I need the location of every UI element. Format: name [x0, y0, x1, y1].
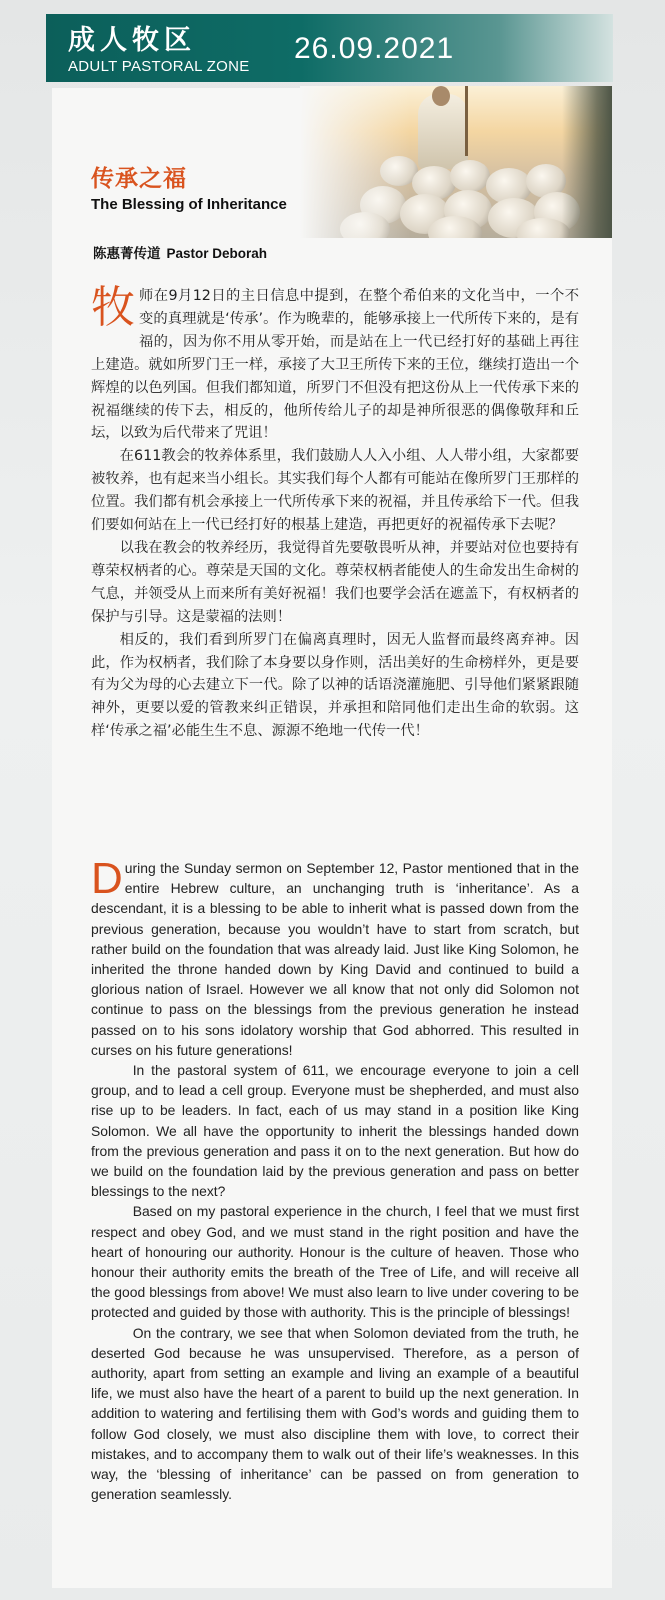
zone-title-cn: 成人牧区 — [68, 25, 196, 56]
issue-date: 26.09.2021 — [294, 32, 455, 65]
shepherd-illustration — [300, 86, 612, 238]
cn-paragraph: 相反的，我们看到所罗门在偏离真理时，因无人监督而最终离弃神。因此，作为权柄者，我们除了本身要以身作则，活出美好的生命榜样外，更是要有为父为母的心去建立下一代。除了以神的话语浇灌施肥、引导他们紧紧跟随神外，更要以爱的管教来纠正错误，并承担和陪同他们走出生命的软弱。这样‘传承之福’必能生生不息、源源不绝地一代传一代！ — [91, 631, 579, 740]
en-paragraph: Based on my pastoral experience in the church, I feel that we must first respect and obey God, and we must stand in the right position and have the heart of honouring our authority. Honour is the culture of heaven. Those who honour their authority emits the breath of the Tree of Life, and will receive all the good blessings from above! We must also learn to live under covering to be protected and guided by those with authority. This is the principle of blessings! — [91, 1203, 579, 1321]
cn-drop-cap: 牧 — [91, 282, 135, 333]
author-byline — [93, 242, 267, 262]
en-paragraph-text: uring the Sunday sermon on September 12, Pastor mentioned that in the entire Hebrew culture, an unchanging truth is ‘inheritance’. As a descendant, it is a blessing to be able to inherit what is passed down from the previous generation, because you wouldn’t have to start from scratch, but rather build on the foundation that was already laid. Just like King Solomon, he inherited the throne handed down by King David and continued to build a glorious nation of Israel. However we all know that not only did Solomon not continue to pass on the blessings from the previous generation he instead passed on to his sons idolatory worship that God abhorred. This resulted in curses on his future generations! — [91, 860, 579, 1058]
image-fade — [300, 86, 410, 238]
article-title-en: The Blessing of Inheritance — [91, 196, 287, 213]
cn-paragraph — [91, 282, 579, 445]
section-header-bar — [46, 14, 613, 82]
english-article-body — [91, 854, 579, 1505]
cn-paragraph: 以我在教会的牧养经历，我觉得首先要敬畏听从神，并要站对位也要持有尊荣权柄者的心。尊荣是天国的文化。尊荣权柄者能使人的生命发出生命树的气息，并领受从上而来所有美好祝福！我们也要学会活在遮盖下，有权柄者的保护与引导。这是蒙福的法则！ — [91, 539, 579, 625]
chinese-article-body — [91, 282, 579, 743]
sheep — [450, 160, 490, 192]
en-paragraph: In the pastoral system of 611, we encourage everyone to join a cell group, and to lead a cell group. Everyone must be shepherded, and must also rise up to be leaders. In fact, each of us may stand in a position like King Solomon. We all have the opportunity to inherit the blessings handed down from the previous generation and pass it on to the next generation. But how do we build on the foundation laid by the previous generation and pass on better blessings to the next? — [91, 1062, 579, 1200]
shepherd-head — [432, 86, 450, 106]
shepherd-staff — [465, 86, 468, 156]
cn-paragraph-text: 师在9月12日的主日信息中提到，在整个希伯来的文化当中，一个不变的真理就是‘传承’。作为晚辈的，能够承接上一代所传下来的，是有福的，因为你不用从零开始，而是站在上一代已经打好的基础上再往上建造。就如所罗门王一样，承接了大卫王所传下来的王位，继续打造出一个辉煌的以色列国。但我们都知道，所罗门不但没有把这份从上一代传承下来的祝福继续的传下去，相反的，他所传给儿子的却是神所很恶的偶像敬拜和丘坛，以致为后代带来了咒诅！ — [91, 288, 579, 442]
author-name-cn: 陈惠菁传道 — [93, 246, 161, 261]
tree-trunk — [562, 86, 612, 238]
en-drop-cap: D — [91, 854, 123, 903]
zone-title-en: ADULT PASTORAL ZONE — [68, 58, 250, 75]
cn-paragraph: 在611教会的牧养体系里，我们鼓励人人入小组、人人带小组，大家都要被牧养，也有起来当小组长。其实我们每个人都有可能站在像所罗门王那样的位置。我们都有机会承接上一代所传承下来的祝福，并且传承给下一代。但我们要如何站在上一代已经打好的根基上建造，再把更好的祝福传承下去呢？ — [91, 448, 579, 534]
en-paragraph — [91, 854, 579, 1060]
author-name-en: Pastor Deborah — [166, 246, 268, 261]
article-title-cn: 传承之福 — [91, 166, 187, 192]
en-paragraph: On the contrary, we see that when Solomon deviated from the truth, he deserted God because he was unsupervised. Therefore, as a person of authority, apart from setting an example and living an example of a beautiful life, we must also have the heart of a parent to build up the next generation. In addition to watering and fertilising them with God’s words and guiding them to follow God closely, we must also discipline them with love, to correct their mistakes, and to accompany them to walk out of their life’s weaknesses. In this way, the ‘blessing of inheritance’ can be passed on from generation to generation seamlessly. — [91, 1324, 579, 1503]
